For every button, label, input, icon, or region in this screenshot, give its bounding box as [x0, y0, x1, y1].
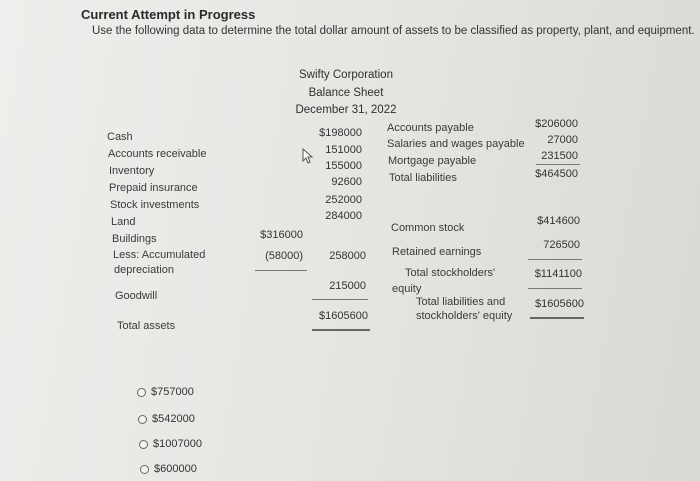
asset-label-prepaid-insurance: Prepaid insurance — [109, 182, 198, 194]
liability-label-salaries-payable: Salaries and wages payable — [387, 138, 525, 150]
radio-button-icon[interactable] — [140, 465, 149, 474]
total-assets-amount: $1605600 — [319, 310, 368, 322]
equity-amount-retained-earnings: 726500 — [543, 239, 580, 251]
total-liabilities-equity-amount: $1605600 — [535, 298, 584, 310]
answer-option-1[interactable] — [137, 386, 194, 398]
liabilities-subtotal-rule — [536, 164, 580, 165]
answer-option-label: $542000 — [152, 413, 195, 425]
equity-label-total-stockholders: Total stockholders' — [405, 267, 496, 279]
asset-amount-stock-investments: 252000 — [325, 194, 362, 206]
asset-label-accounts-receivable: Accounts receivable — [108, 148, 207, 160]
goodwill-amount: 215000 — [329, 280, 366, 292]
total-assets-double-rule — [312, 329, 370, 331]
answer-option-3[interactable] — [139, 438, 202, 450]
equity-amount-common-stock: $414600 — [537, 215, 580, 227]
asset-label-less-accumulated: Less: Accumulated — [113, 249, 206, 261]
buildings-net-amount: 258000 — [329, 250, 366, 262]
asset-label-buildings: Buildings — [112, 233, 157, 245]
asset-label-depreciation: depreciation — [114, 264, 174, 276]
answer-option-label: $1007000 — [153, 438, 202, 450]
buildings-gross-amount: $316000 — [260, 229, 303, 241]
asset-amount-land: 284000 — [325, 210, 362, 222]
total-liabilities-amount: $464500 — [535, 168, 578, 180]
asset-label-land: Land — [111, 216, 136, 228]
answer-option-4[interactable] — [140, 463, 197, 475]
asset-label-cash: Cash — [107, 131, 133, 143]
asset-amount-inventory: 155000 — [325, 160, 362, 172]
equity-total-rule — [528, 288, 582, 289]
equity-label-common-stock: Common stock — [391, 222, 465, 234]
statement-date: December 31, 2022 — [295, 104, 397, 116]
liability-label-mortgage-payable: Mortgage payable — [388, 155, 477, 167]
liability-amount-accounts-payable: $206000 — [535, 118, 578, 130]
asset-amount-prepaid-insurance: 92600 — [331, 176, 362, 188]
answer-option-2[interactable] — [138, 413, 195, 425]
radio-button-icon[interactable] — [138, 415, 147, 424]
asset-amount-cash: $198000 — [319, 127, 362, 139]
asset-label-goodwill: Goodwill — [115, 290, 158, 302]
equity-label-retained-earnings: Retained earnings — [392, 246, 482, 258]
accumulated-depreciation-amount: (58000) — [265, 250, 303, 262]
asset-amount-accounts-receivable: 151000 — [325, 144, 362, 156]
liability-amount-salaries-payable: 27000 — [547, 134, 578, 146]
liability-label-accounts-payable: Accounts payable — [387, 122, 474, 134]
liability-amount-mortgage-payable: 231500 — [541, 150, 578, 162]
page-title: Current Attempt in Progress — [81, 7, 256, 22]
answer-option-label: $600000 — [154, 463, 197, 475]
mouse-pointer-icon — [301, 148, 317, 164]
asset-label-inventory: Inventory — [109, 165, 155, 177]
equity-subtotal-rule — [528, 259, 582, 260]
radio-button-icon[interactable] — [139, 440, 148, 449]
asset-label-stock-investments: Stock investments — [110, 199, 200, 211]
answer-option-label: $757000 — [151, 386, 194, 398]
total-equity-amount: $1141100 — [534, 268, 582, 280]
radio-button-icon[interactable] — [137, 388, 146, 397]
tle-double-rule — [530, 317, 584, 319]
equity-label-equity: equity — [392, 283, 422, 295]
tle-label-line-1: Total liabilities and — [416, 296, 506, 308]
statement-name: Balance Sheet — [308, 87, 384, 99]
assets-subtotal-rule — [312, 299, 368, 300]
tle-label-line-2: stockholders' equity — [416, 310, 513, 322]
question-prompt: Use the following data to determine the total dollar amount of assets to be classified as property, plant, and equipment. — [92, 25, 695, 37]
asset-label-total-assets: Total assets — [117, 320, 176, 332]
company-name: Swifty Corporation — [299, 69, 393, 81]
liability-label-total-liabilities: Total liabilities — [389, 172, 457, 184]
buildings-subtotal-rule — [255, 270, 307, 271]
